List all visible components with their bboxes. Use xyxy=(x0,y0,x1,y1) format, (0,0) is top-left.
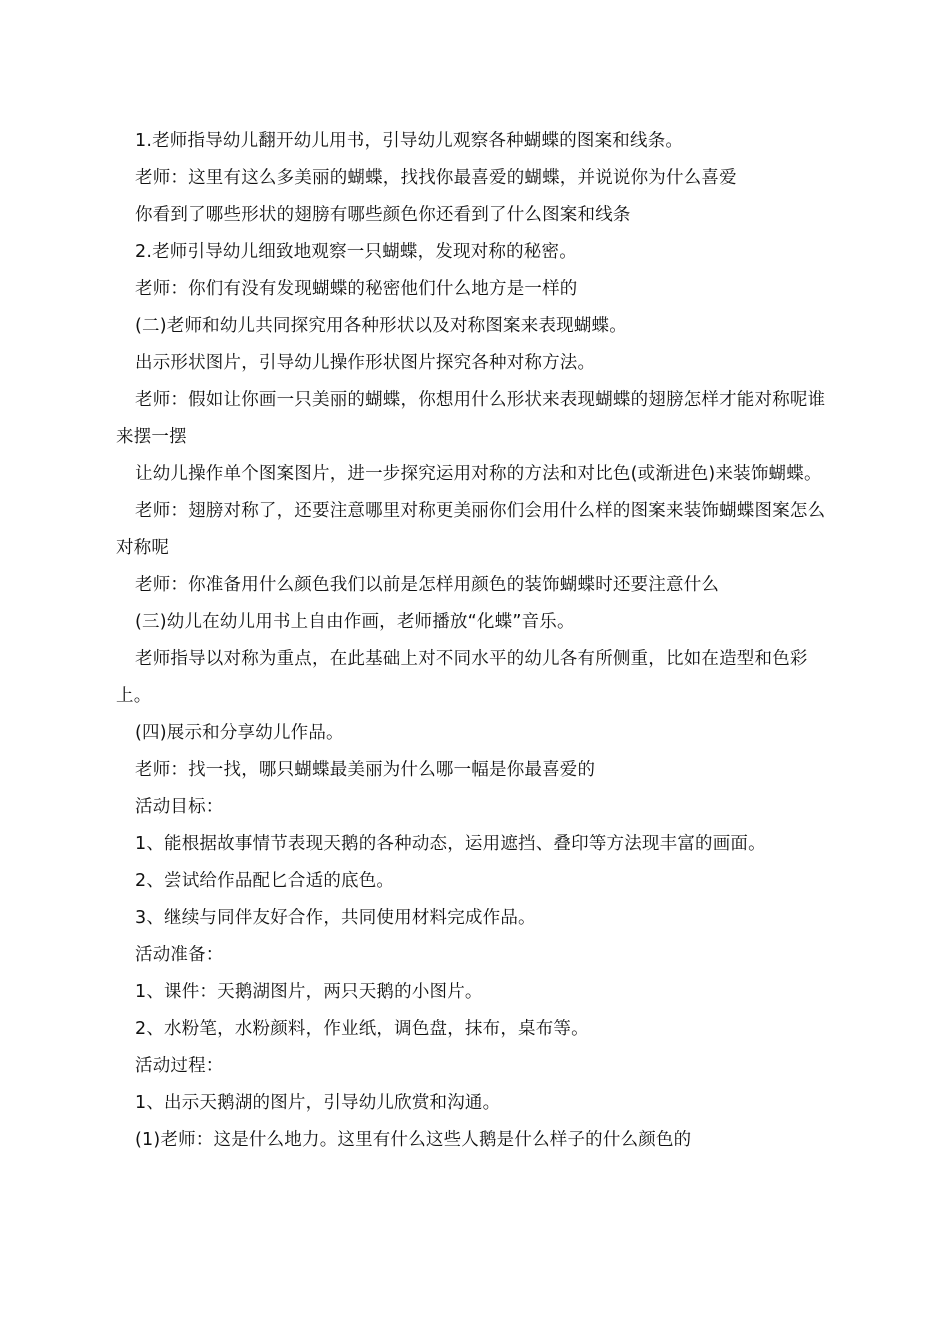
paragraph: 3、继续与同伴友好合作，共同使用材料完成作品。 xyxy=(135,908,536,928)
paragraph: 2、水粉笔，水粉颜料，作业纸，调色盘，抹布，桌布等。 xyxy=(135,1019,589,1039)
paragraph: 活动过程： xyxy=(135,1056,224,1076)
paragraph: 老师：你们有没有发现蝴蝶的秘密他们什么地方是一样的 xyxy=(135,279,578,299)
document-body xyxy=(116,123,838,1159)
paragraph: 你看到了哪些形状的翅膀有哪些颜色你还看到了什么图案和线条 xyxy=(135,205,631,225)
paragraph: 出示形状图片，引导幼儿操作形状图片探究各种对称方法。 xyxy=(135,353,596,373)
paragraph: 老师指导以对称为重点，在此基础上对不同水平的幼儿各有所侧重，比如在造型和色彩上。 xyxy=(116,649,808,706)
paragraph: 活动目标： xyxy=(135,797,224,817)
paragraph: (1)老师：这是什么地力。这里有什么这些人鹅是什么样子的什么颜色的 xyxy=(135,1130,692,1150)
paragraph: 老师：你准备用什么颜色我们以前是怎样用颜色的装饰蝴蝶时还要注意什么 xyxy=(135,575,720,595)
paragraph: 1.老师指导幼儿翻开幼儿用书，引导幼儿观察各种蝴蝶的图案和线条。 xyxy=(135,131,684,151)
paragraph: 活动准备： xyxy=(135,945,224,965)
paragraph: (三)幼儿在幼儿用书上自由作画，老师播放“化蝶”音乐。 xyxy=(135,612,575,632)
paragraph: (四)展示和分享幼儿作品。 xyxy=(135,723,344,743)
paragraph: 老师：假如让你画一只美丽的蝴蝶，你想用什么形状来表现蝴蝶的翅膀怎样才能对称呢谁来摆一摆 xyxy=(116,390,826,447)
paragraph: 2.老师引导幼儿细致地观察一只蝴蝶，发现对称的秘密。 xyxy=(135,242,577,262)
paragraph: 1、课件：天鹅湖图片，两只天鹅的小图片。 xyxy=(135,982,483,1002)
paragraph: 老师：找一找，哪只蝴蝶最美丽为什么哪一幅是你最喜爱的 xyxy=(135,760,596,780)
paragraph: (二)老师和幼儿共同探究用各种形状以及对称图案来表现蝴蝶。 xyxy=(135,316,627,336)
paragraph: 1、能根据故事情节表现天鹅的各种动态，运用遮挡、叠印等方法现丰富的画面。 xyxy=(135,834,766,854)
paragraph: 1、出示天鹅湖的图片，引导幼儿欣赏和沟通。 xyxy=(135,1093,501,1113)
paragraph: 让幼儿操作单个图案图片，进一步探究运用对称的方法和对比色(或渐进色)来装饰蝴蝶。 xyxy=(135,464,822,484)
paragraph: 老师：这里有这么多美丽的蝴蝶，找找你最喜爱的蝴蝶，并说说你为什么喜爱 xyxy=(135,168,737,188)
paragraph: 2、尝试给作品配匕合适的底色。 xyxy=(135,871,395,891)
paragraph: 老师：翅膀对称了，还要注意哪里对称更美丽你们会用什么样的图案来装饰蝴蝶图案怎么对称呢 xyxy=(116,501,826,558)
